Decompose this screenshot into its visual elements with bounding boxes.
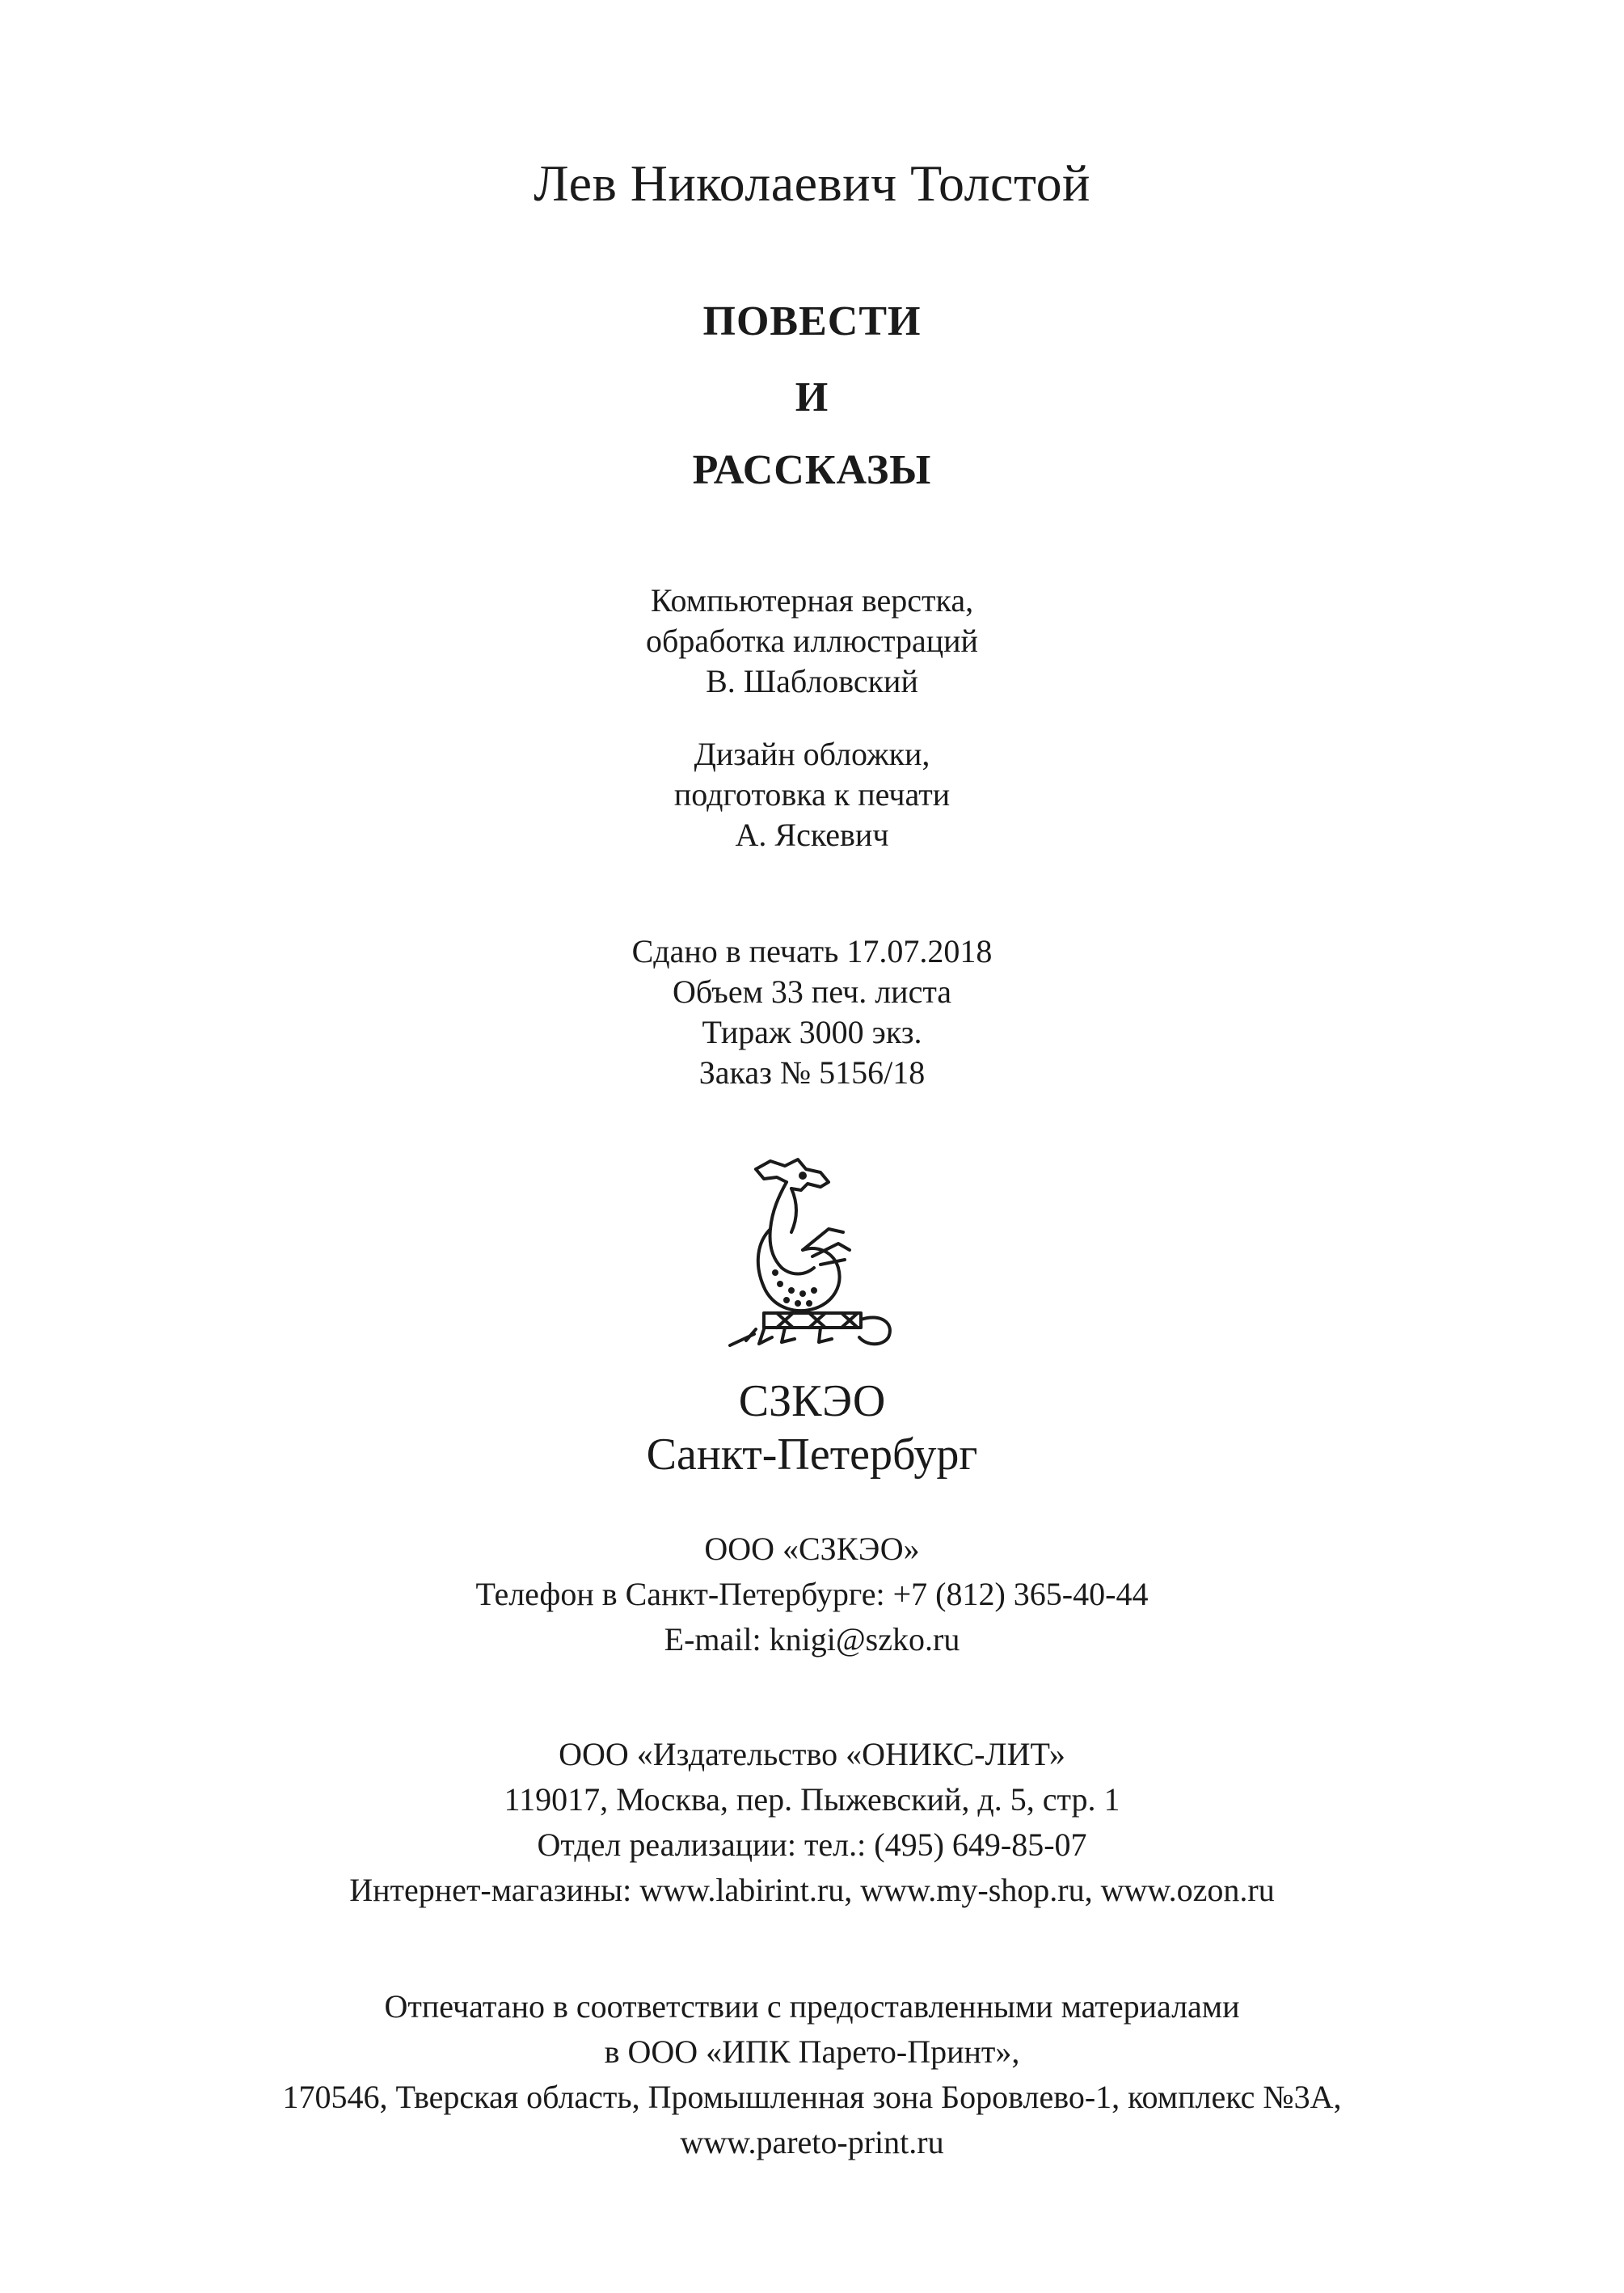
contact-line: E-mail: knigi@szko.ru (664, 1621, 960, 1657)
credit-line: обработка иллюстраций (646, 623, 978, 659)
publisher-city: Санкт-Петербург (646, 1429, 978, 1480)
cover-credits (0, 734, 1624, 855)
credit-line: В. Шабловский (706, 663, 918, 699)
layout-credits (0, 581, 1624, 702)
credit-line: подготовка к печати (673, 776, 951, 813)
title-line-3: РАССКАЗЫ (692, 447, 932, 493)
printer-line: www.pareto-print.ru (680, 2124, 944, 2160)
publisher-name: СЗКЭО (738, 1376, 886, 1426)
contact-line: ООО «Издательство «ОНИКС-ЛИТ» (559, 1736, 1065, 1772)
print-details (0, 931, 1624, 1093)
contact-line: Отдел реализации: тел.: (495) 649-85-07 (537, 1826, 1087, 1863)
contact-line: Телефон в Санкт-Петербурге: +7 (812) 365-40-44 (475, 1576, 1149, 1612)
printer-line: 170546, Тверская область, Промышленная зона Боровлево-1, комплекс №3А, (282, 2079, 1342, 2115)
author-name: Лев Николаевич Толстой (534, 154, 1090, 212)
contact-line: ООО «СЗКЭО» (704, 1531, 920, 1567)
printer-line: Отпечатано в соответствии с предоставленными материалами (384, 1988, 1240, 2025)
dragon-logo-icon (707, 1155, 917, 1349)
onyx-contacts (0, 1732, 1624, 1913)
print-detail-line: Объем 33 печ. листа (672, 973, 952, 1010)
print-detail-line: Сдано в печать 17.07.2018 (631, 933, 993, 969)
print-detail-line: Заказ № 5156/18 (698, 1054, 926, 1091)
print-detail-line: Тираж 3000 экз. (702, 1014, 922, 1050)
printer-line: в ООО «ИПК Парето-Принт», (604, 2033, 1020, 2070)
printer-info (0, 1984, 1624, 2165)
title-line-2: И (795, 374, 829, 420)
contact-line: 119017, Москва, пер. Пыжевский, д. 5, стр. 1 (504, 1781, 1120, 1818)
title-line-1: ПОВЕСТИ (702, 298, 922, 344)
credit-line: Дизайн обложки, (694, 736, 930, 772)
credit-line: А. Яскевич (735, 817, 889, 853)
credit-line: Компьютерная верстка, (650, 582, 974, 619)
contact-line: Интернет-магазины: www.labirint.ru, www.my-shop.ru, www.ozon.ru (349, 1872, 1275, 1908)
szkeo-contacts (0, 1527, 1624, 1662)
